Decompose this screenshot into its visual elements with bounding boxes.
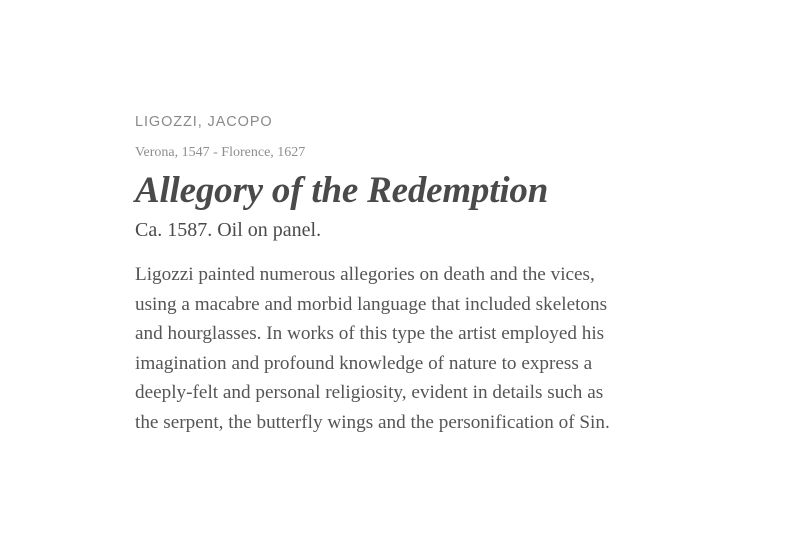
description-line: using a macabre and morbid language that included skeletons — [135, 293, 608, 315]
artwork-title: Allegory of the Redemption — [135, 170, 549, 211]
description-line: Ligozzi painted numerous allegories on death and the vices, — [135, 264, 595, 285]
artwork-details: Ca. 1587. Oil on panel. — [135, 219, 322, 241]
description-line: and hourglasses. In works of this type the artist employed his — [135, 323, 605, 344]
description-line: deeply-felt and personal religiosity, evident in details such as — [135, 382, 604, 403]
artist-dates: Verona, 1547 - Florence, 1627 — [135, 145, 306, 160]
description-line: imagination and profound knowledge of nature to express a — [135, 352, 593, 374]
artwork-info-card — [135, 112, 695, 437]
artist-name: LIGOZZI, JACOPO — [135, 114, 273, 130]
description-line: the serpent, the butterfly wings and the personification of Sin. — [135, 411, 610, 433]
artwork-description — [135, 260, 695, 437]
